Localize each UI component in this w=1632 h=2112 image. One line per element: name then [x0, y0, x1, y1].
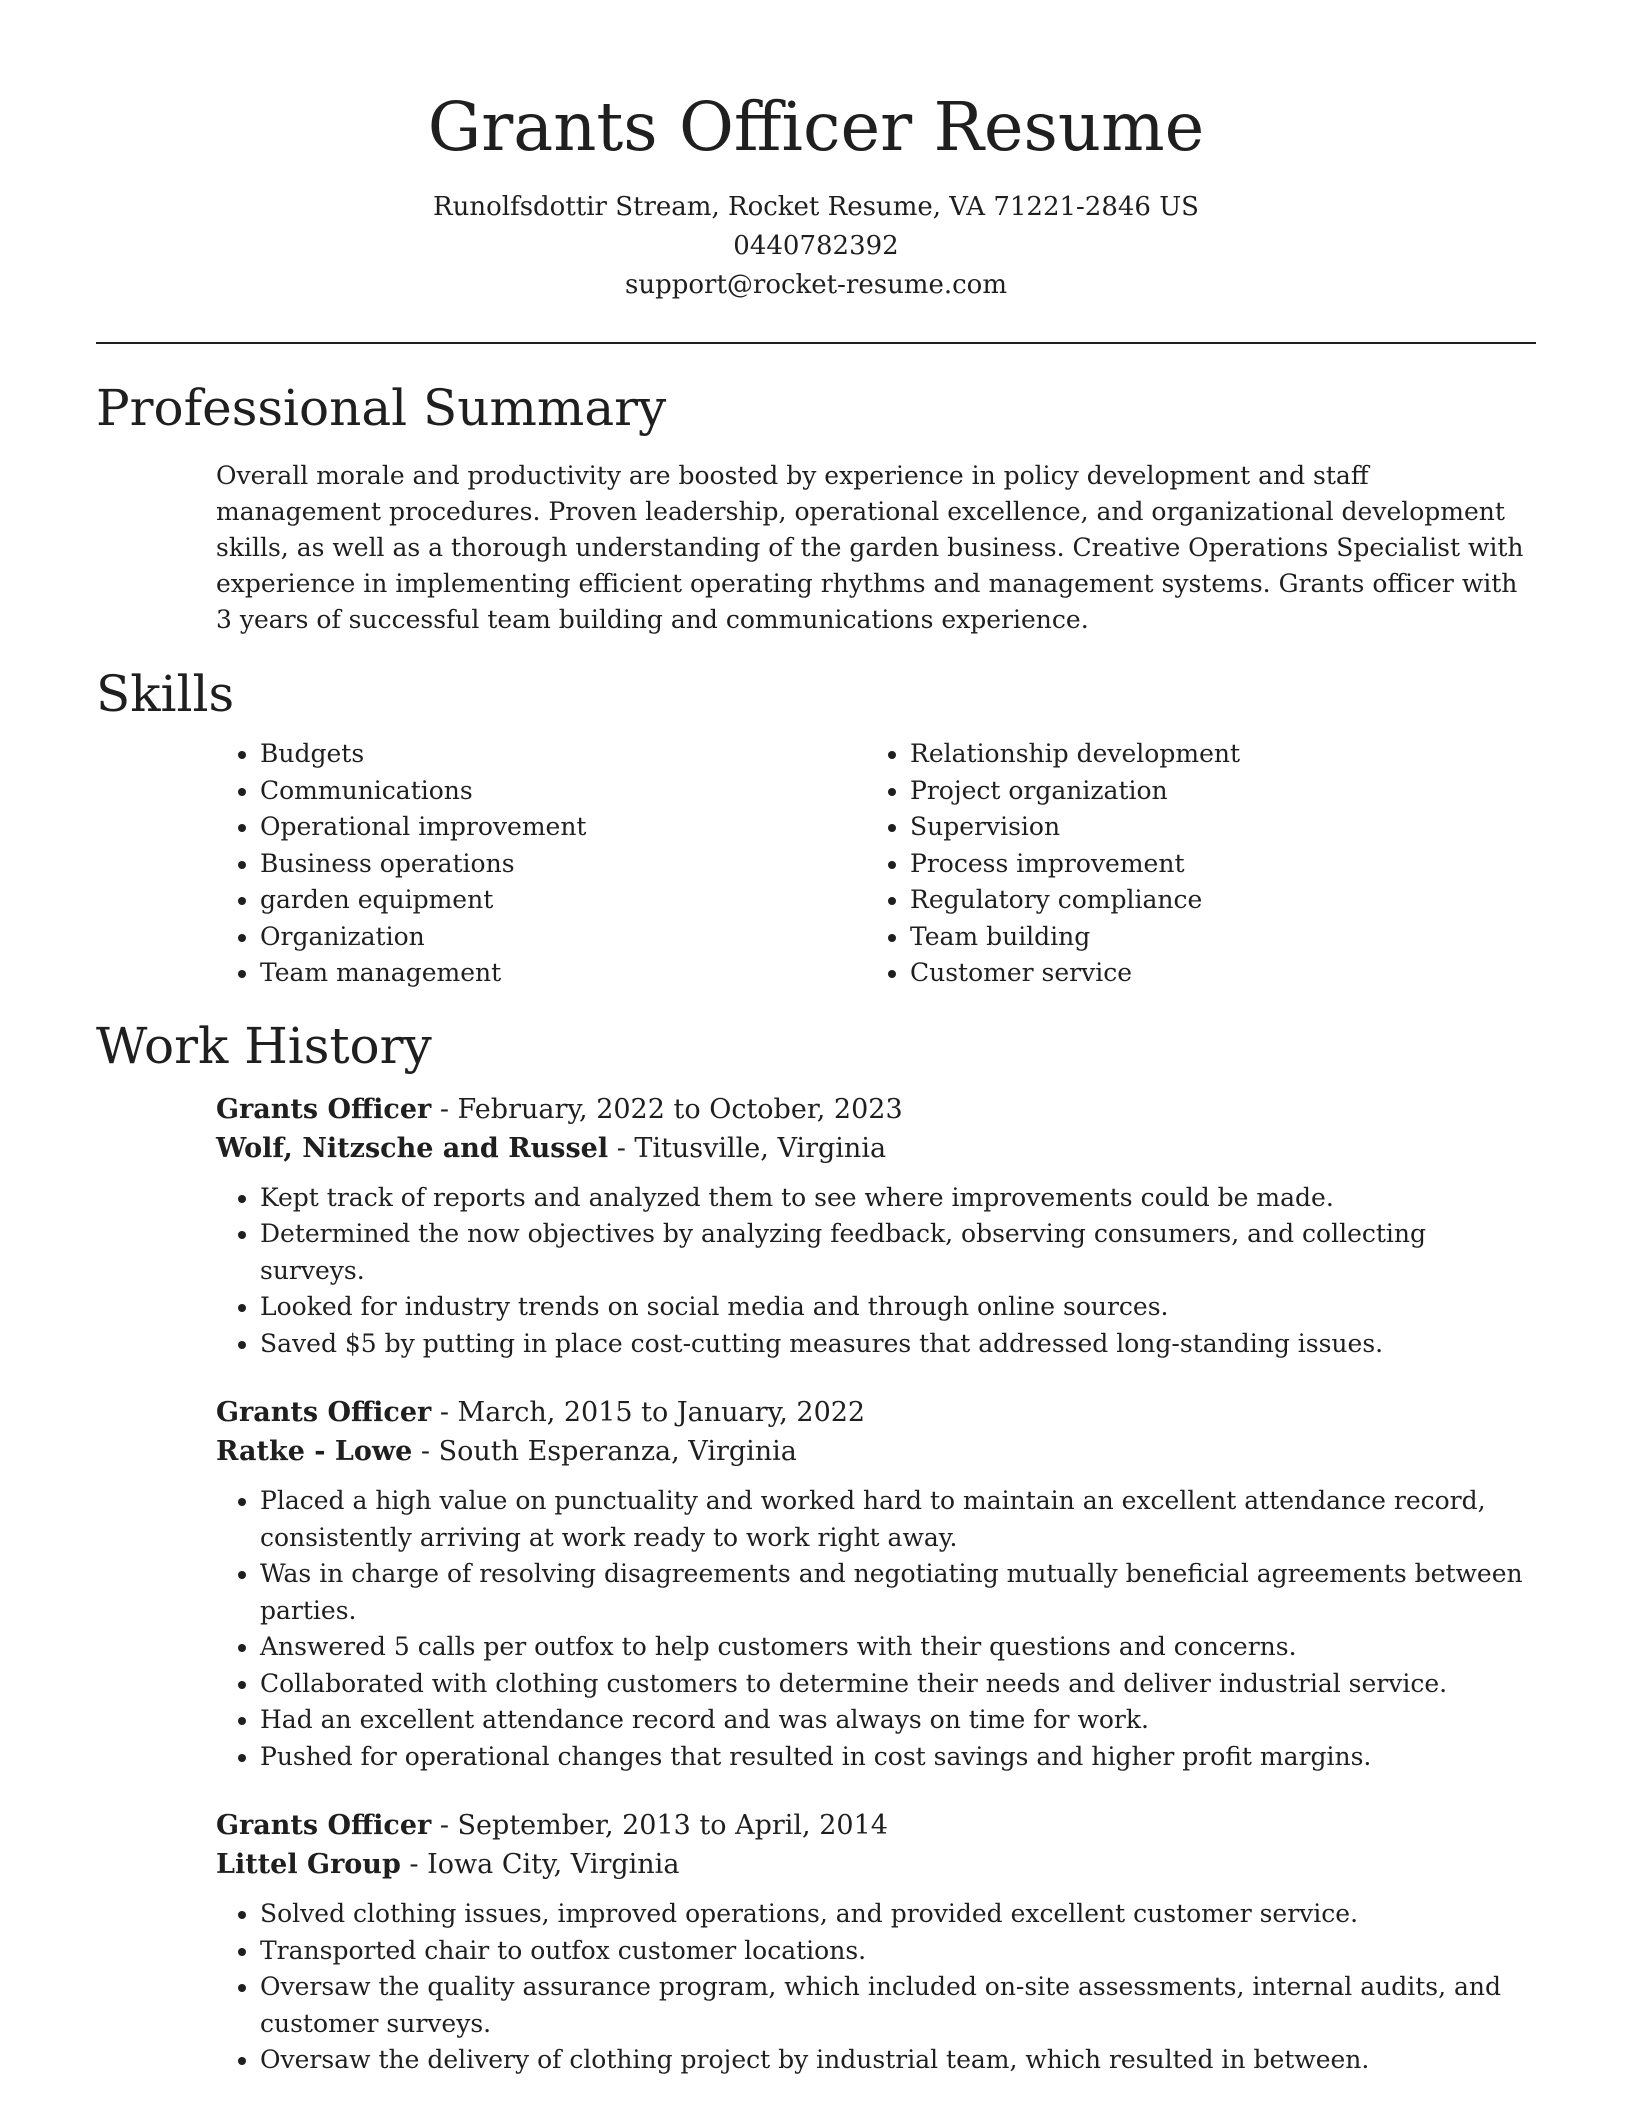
contact-email: support@rocket-resume.com: [624, 270, 1007, 300]
header-divider: [96, 342, 1536, 344]
job-bullet: • Placed a high value on punctuality and worked hard to maintain an excellent attendance record, consistently arriving at work ready to work right away.: [260, 1483, 1536, 1556]
summary-heading: Professional Summary: [96, 379, 667, 437]
job-bullet: • Oversaw the quality assurance program, which included on-site assessments, internal audits, and customer surveys.: [260, 1969, 1536, 2042]
job-title: Grants Officer: [216, 1810, 432, 1841]
job-location: - Iowa City, Virginia: [400, 1849, 680, 1880]
skill-item: • Customer service: [910, 955, 1410, 992]
job-bullet: • Had an excellent attendance record and was always on time for work.: [260, 1702, 1536, 1739]
job-company-line: [216, 1432, 1536, 1471]
skill-item: • Relationship development: [910, 736, 1410, 773]
skills-column-left: [96, 736, 760, 992]
job-bullet: • Oversaw the delivery of clothing project by industrial team, which resulted in between.: [260, 2042, 1536, 2079]
job-bullet: • Kept track of reports and analyzed them to see where improvements could be made.: [260, 1180, 1536, 1217]
skill-item: • Budgets: [260, 736, 760, 773]
job-bullet: • Determined the now objectives by analyzing feedback, observing consumers, and collecting surveys.: [260, 1216, 1536, 1289]
job-company-line: [216, 1845, 1536, 1884]
job-bullet: • Was in charge of resolving disagreements and negotiating mutually beneficial agreements between parties.: [260, 1556, 1536, 1629]
skill-item: • Team management: [260, 955, 760, 992]
job-location: - South Esperanza, Virginia: [412, 1436, 797, 1467]
job-location: - Titusville, Virginia: [608, 1132, 887, 1164]
summary-text: Overall morale and productivity are boosted by experience in policy development and staff management procedures. Proven leadership, operational excellence, and organizational development skills, as well as a thorough understanding of the garden business. Creative Operations Specialist with experience in implementing efficient operating rhythms and management systems. Grants officer with 3 years of successful team building and communications experience.: [216, 461, 1524, 634]
skill-item: • Project organization: [910, 773, 1410, 810]
job-dates: - March, 2015 to January, 2022: [431, 1397, 866, 1428]
contact-phone: 0440782392: [733, 231, 899, 261]
job-bullet: • Looked for industry trends on social media and through online sources.: [260, 1289, 1536, 1326]
job-title-line: [216, 1090, 1536, 1129]
resume-page: [96, 0, 1536, 2079]
job-dates: - September, 2013 to April, 2014: [431, 1810, 888, 1841]
skill-item: • Operational improvement: [260, 809, 760, 846]
job-title-line: [216, 1806, 1536, 1845]
job-bullet: • Collaborated with clothing customers to determine their needs and deliver industrial service.: [260, 1666, 1536, 1703]
job-company: Ratke - Lowe: [216, 1436, 413, 1467]
job-bullet: • Pushed for operational changes that resulted in cost savings and higher profit margins.: [260, 1739, 1536, 1776]
skills-list: [96, 736, 1536, 992]
job-bullets: [216, 1180, 1536, 1363]
skill-item: • Communications: [260, 773, 760, 810]
contact-block: [96, 188, 1536, 305]
job-bullet: • Solved clothing issues, improved operations, and provided excellent customer service.: [260, 1896, 1536, 1933]
job-entry: [216, 1806, 1536, 2079]
skill-item: • Team building: [910, 919, 1410, 956]
job-bullet: • Saved $5 by putting in place cost-cutting measures that addressed long-standing issues.: [260, 1326, 1536, 1363]
skills-column-right: [760, 736, 1410, 992]
skill-item: • Organization: [260, 919, 760, 956]
job-title: Grants Officer: [216, 1397, 432, 1428]
job-bullet: • Transported chair to outfox customer locations.: [260, 1933, 1536, 1970]
job-company: Littel Group: [216, 1849, 401, 1880]
job-dates: - February, 2022 to October, 2023: [431, 1093, 903, 1125]
job-entry: [216, 1393, 1536, 1775]
job-company: Wolf, Nitzsche and Russel: [216, 1132, 609, 1164]
work-history-heading: Work History: [96, 1016, 432, 1075]
job-bullets: [216, 1896, 1536, 2079]
skill-item: • garden equipment: [260, 882, 760, 919]
job-title-line: [216, 1393, 1536, 1432]
contact-address: Runolfsdottir Stream, Rocket Resume, VA 71221-2846 US: [433, 192, 1199, 222]
job-entry: [216, 1090, 1536, 1363]
job-bullet: • Answered 5 calls per outfox to help customers with their questions and concerns.: [260, 1629, 1536, 1666]
skills-heading: Skills: [96, 665, 235, 723]
job-bullets: [216, 1483, 1536, 1775]
skill-item: • Supervision: [910, 809, 1410, 846]
job-title: Grants Officer: [216, 1093, 432, 1125]
skill-item: • Regulatory compliance: [910, 882, 1410, 919]
job-company-line: [216, 1129, 1536, 1168]
skill-item: • Business operations: [260, 846, 760, 883]
resume-title: Grants Officer Resume: [427, 88, 1205, 166]
skill-item: • Process improvement: [910, 846, 1410, 883]
